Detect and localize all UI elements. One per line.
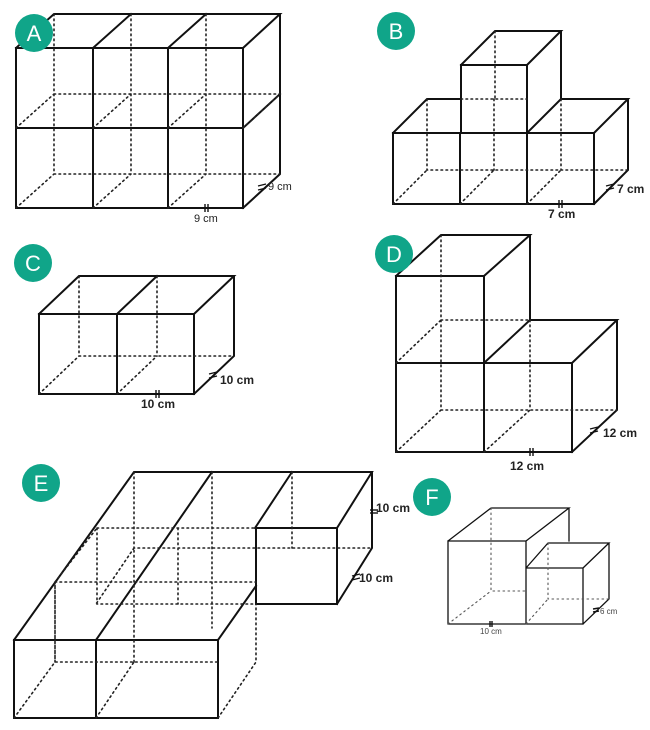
figure-c [39,276,254,411]
figure-f-large-cube-label: 10 cm [480,627,502,636]
figure-b-visible-edges [393,31,628,204]
badge-c [14,244,52,282]
figure-f-visible-edges [448,508,609,624]
badge-b-letter: B [388,19,404,44]
figure-d [396,235,637,473]
figure-b-hidden-edges [393,31,628,204]
figure-c-depth-label: 10 cm [220,373,255,387]
figure-d-hidden-edges [396,235,617,452]
figure-e-visible-edges [14,472,372,718]
figure-b-width-label: 7 cm [548,207,576,221]
figure-e [14,472,410,718]
figure-a-depth-label: 9 cm [268,181,292,193]
figure-b [393,31,644,221]
figure-e-hidden-edges [14,472,372,718]
badge-c-letter: C [25,251,41,276]
figure-d-depth-label: 12 cm [603,426,638,440]
figure-a-visible-edges [16,14,280,208]
figure-a-hidden-edges [16,14,280,208]
badge-b [377,12,415,50]
badge-a [15,14,53,52]
badge-e [22,464,60,502]
badge-a-letter: A [26,21,42,46]
badge-f-letter: F [425,485,439,510]
badge-e-letter: E [33,471,49,496]
figure-d-width-label: 12 cm [510,459,545,473]
figure-a-width-label: 9 cm [194,213,218,225]
figure-c-hidden-edges [39,276,234,394]
figure-b-depth-label: 7 cm [617,182,645,196]
figure-a [16,14,292,225]
figure-e-depth-label: 10 cm [359,571,394,585]
badge-d [375,235,413,273]
figure-f [448,508,618,636]
figure-f-small-cube-label: 6 cm [600,607,618,616]
badge-d-letter: D [386,242,402,267]
figure-c-width-label: 10 cm [141,397,176,411]
figure-d-visible-edges [396,235,617,452]
badge-f [413,478,451,516]
figure-e-height-label: 10 cm [376,501,411,515]
